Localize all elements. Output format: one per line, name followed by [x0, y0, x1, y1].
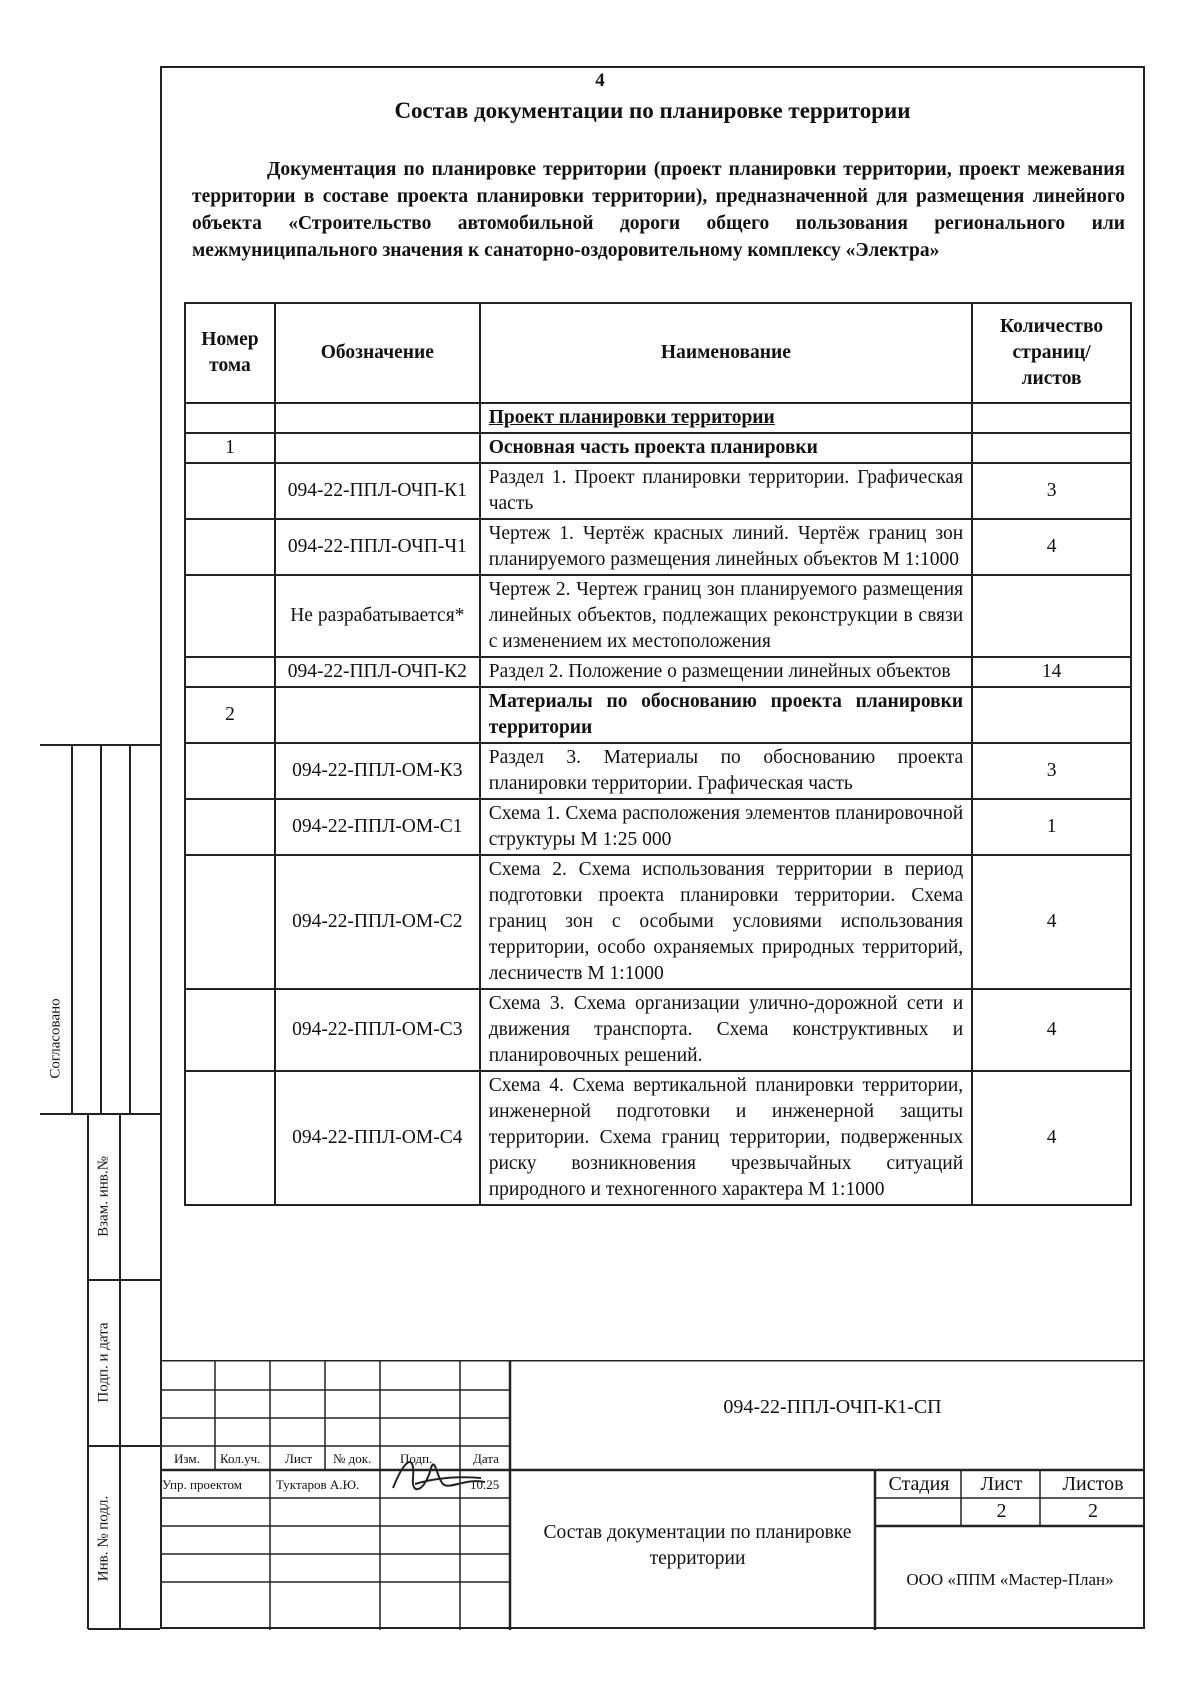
cell-volume — [185, 403, 275, 433]
cell-name: Раздел 3. Материалы по обоснованию проекта планировки территории. Графическая часть — [480, 743, 972, 799]
label-inv-no: Инв. № подл. — [95, 1495, 112, 1582]
title-block-organization: ООО «ППМ «Мастер-План» — [906, 1570, 1114, 1589]
cell-name: Схема 2. Схема использования территории в период подготовки проекта планировки территории. Схема границ зон с особыми условиями использования территории, особо охраняемых природных территорий, лесничеств М 1:1000 — [480, 855, 972, 989]
cell-volume — [185, 657, 275, 687]
cell-name: Схема 1. Схема расположения элементов планировочной структуры М 1:25 000 — [480, 799, 972, 855]
cell-pages — [972, 575, 1131, 657]
cell-volume — [185, 1071, 275, 1205]
title-block-col-doc: № док. — [333, 1451, 372, 1466]
header-pages: Количество страниц/ листов — [972, 303, 1131, 403]
signature-icon — [385, 1448, 495, 1504]
title-block-date: 10.25 — [470, 1477, 500, 1492]
cell-name: Материалы по обоснованию проекта планировки территории — [480, 687, 972, 743]
cell-name: Проект планировки территории — [480, 403, 972, 433]
title-block-stage-label: Стадия — [888, 1473, 950, 1495]
cell-pages: 3 — [972, 463, 1131, 519]
intro-paragraph: Документация по планировке территории (проект планировки территории, проект межевания территории в составе проекта планировки территории), предназначенной для размещения линейного объекта «Строительство автомобильной дороги общего пользования регионального или межмуниципального значения к санаторно-оздоровительному комплексу «Электра» — [192, 159, 1125, 261]
cell-name: Чертеж 2. Чертеж границ зон планируемого размещения линейных объектов, подлежащих реконструкции в связи с изменением их местоположения — [480, 575, 972, 657]
title-block-sheet-label: Лист — [980, 1473, 1023, 1495]
title-block-sheets-label: Листов — [1062, 1473, 1124, 1495]
title-block-col-sign: Подп. — [400, 1451, 433, 1466]
table-row — [185, 687, 1131, 743]
cell-code — [275, 433, 480, 463]
contents-table — [184, 302, 1132, 1206]
table-row — [185, 433, 1131, 463]
cell-code: 094-22-ППЛ-ОЧП-Ч1 — [275, 519, 480, 575]
header-designation: Обозначение — [275, 303, 480, 403]
header-name: Наименование — [480, 303, 972, 403]
table-row — [185, 575, 1131, 657]
cell-volume — [185, 989, 275, 1071]
label-sign-date: Подп. и дата — [95, 1322, 112, 1403]
page-number: 4 — [595, 70, 605, 91]
title-block-sheet: 2 — [996, 1500, 1007, 1522]
cell-pages: 14 — [972, 657, 1131, 687]
cell-volume — [185, 463, 275, 519]
table-row — [185, 403, 1131, 433]
cell-volume — [185, 855, 275, 989]
cell-code: 094-22-ППЛ-ОМ-С4 — [275, 1071, 480, 1205]
title-block-col-date: Дата — [473, 1451, 499, 1466]
table-row — [185, 855, 1131, 989]
cell-pages: 4 — [972, 519, 1131, 575]
cell-name: Чертеж 1. Чертёж красных линий. Чертёж границ зон планируемого размещения линейных объектов М 1:1000 — [480, 519, 972, 575]
cell-name: Схема 4. Схема вертикальной планировки территории, инженерной подготовки и инженерной защиты территории. Схема границ территории, подверженных риску возникновения чрезвычайных ситуаций природного и техногенного характера М 1:1000 — [480, 1071, 972, 1205]
cell-code: 094-22-ППЛ-ОЧП-К2 — [275, 657, 480, 687]
cell-name: Основная часть проекта планировки — [480, 433, 972, 463]
cell-pages: 4 — [972, 1071, 1131, 1205]
cell-code: 094-22-ППЛ-ОМ-С3 — [275, 989, 480, 1071]
table-row — [185, 463, 1131, 519]
cell-volume — [185, 799, 275, 855]
title-block-col-izm: Изм. — [174, 1451, 200, 1466]
cell-pages: 1 — [972, 799, 1131, 855]
title-block-col-list: Лист — [285, 1451, 313, 1466]
cell-volume: 2 — [185, 687, 275, 743]
label-replace-inv: Взам. инв.№ — [95, 1156, 112, 1237]
left-margin-stamp — [0, 0, 160, 1698]
cell-pages — [972, 403, 1131, 433]
table-row — [185, 799, 1131, 855]
cell-volume — [185, 519, 275, 575]
title-block-doc-code: 094-22-ППЛ-ОЧП-К1-СП — [723, 1396, 942, 1418]
cell-code: Не разрабатывается* — [275, 575, 480, 657]
cell-pages: 4 — [972, 989, 1131, 1071]
cell-pages: 3 — [972, 743, 1131, 799]
cell-code: 094-22-ППЛ-ОМ-С2 — [275, 855, 480, 989]
title-block-sheets: 2 — [1088, 1500, 1098, 1522]
cell-code: 094-22-ППЛ-ОМ-К3 — [275, 743, 480, 799]
title-block-col-kol: Кол.уч. — [220, 1451, 261, 1466]
cell-pages — [972, 433, 1131, 463]
cell-name: Раздел 2. Положение о размещении линейных объектов — [480, 657, 972, 687]
title-block-role: Упр. проектом — [162, 1477, 243, 1492]
cell-volume: 1 — [185, 433, 275, 463]
cell-name: Схема 3. Схема организации улично-дорожной сети и движения транспорта. Схема конструктивных и планировочных решений. — [480, 989, 972, 1071]
table-row — [185, 743, 1131, 799]
table-header-row — [185, 303, 1131, 403]
label-agreed: Согласовано — [47, 998, 64, 1079]
table-row — [185, 989, 1131, 1071]
cell-code: 094-22-ППЛ-ОМ-С1 — [275, 799, 480, 855]
cell-volume — [185, 575, 275, 657]
cell-code — [275, 687, 480, 743]
page-title: Состав документации по планировке территории — [394, 98, 911, 123]
table-row — [185, 1071, 1131, 1205]
title-block-person: Туктаров А.Ю. — [276, 1477, 360, 1492]
cell-pages: 4 — [972, 855, 1131, 989]
title-block-doc-title: Состав документации по планировке территории — [543, 1522, 852, 1569]
cell-volume — [185, 743, 275, 799]
cell-code — [275, 403, 480, 433]
cell-pages — [972, 687, 1131, 743]
table-row — [185, 657, 1131, 687]
table-row — [185, 519, 1131, 575]
header-volume: Номер тома — [185, 303, 275, 403]
cell-name: Раздел 1. Проект планировки территории. Графическая часть — [480, 463, 972, 519]
cell-code: 094-22-ППЛ-ОЧП-К1 — [275, 463, 480, 519]
